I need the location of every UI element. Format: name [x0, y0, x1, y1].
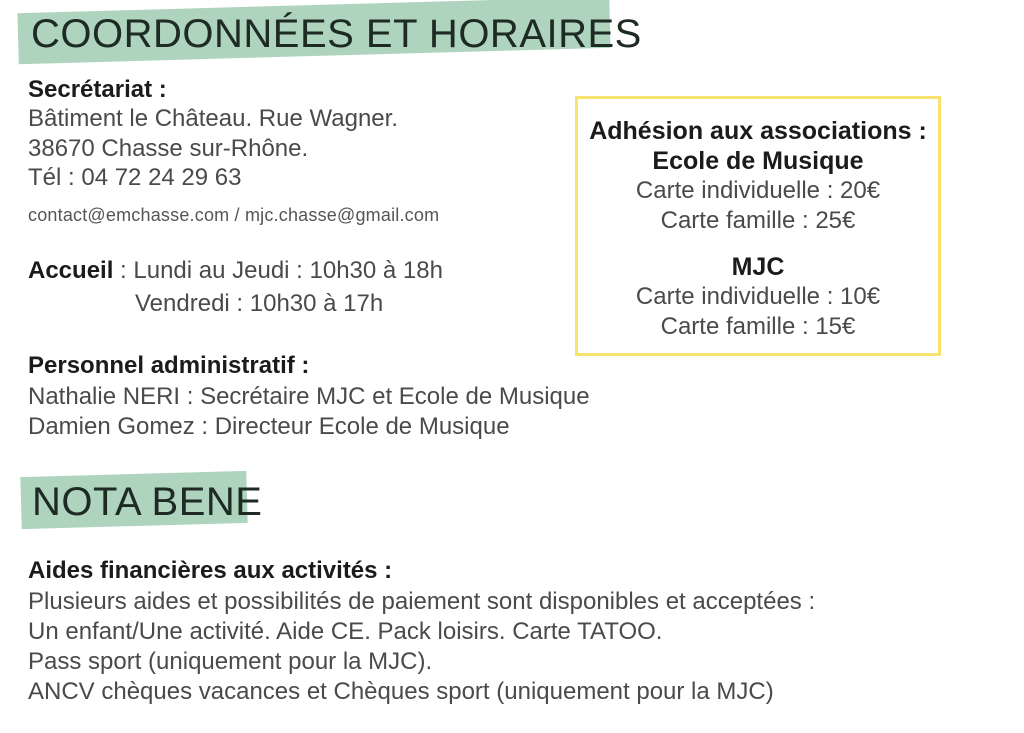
price-line: Carte famille : 25€: [660, 207, 856, 234]
personnel-heading: Personnel administratif :: [28, 352, 310, 379]
adhesion-group-mjc: [578, 252, 938, 342]
price-line: Carte individuelle : 20€: [635, 177, 881, 204]
personnel-line-1: Nathalie NERI : Secrétaire MJC et Ecole de Musique: [28, 383, 590, 410]
accueil-hours-1: : Lundi au Jeudi : 10h30 à 18h: [113, 257, 443, 284]
aides-line-3: Pass sport (uniquement pour la MJC).: [28, 648, 433, 675]
price-line: Carte individuelle : 10€: [635, 283, 881, 310]
accueil-line: [28, 257, 443, 285]
accueil-label: Accueil: [28, 257, 114, 284]
price-line: Carte famille : 15€: [660, 313, 856, 340]
secretariat-heading: Secrétariat :: [28, 76, 167, 103]
aides-heading: Aides financières aux activités :: [28, 557, 393, 584]
accueil-hours-2: Vendredi : 10h30 à 17h: [135, 290, 384, 317]
aides-line-4: ANCV chèques vacances et Chèques sport (uniquement pour la MJC): [28, 678, 774, 705]
adhesion-box-title: Adhésion aux associations :: [589, 117, 927, 145]
adhesion-group-ecole: [578, 146, 938, 236]
address-line-2: 38670 Chasse sur-Rhône.: [28, 135, 309, 162]
section-title-coordonnees: COORDONNÉES ET HORAIRES: [31, 12, 642, 56]
phone-line: Tél : 04 72 24 29 63: [28, 164, 242, 191]
email-line: contact@emchasse.com / mjc.chasse@gmail.com: [28, 205, 440, 225]
adhesion-group-name: Ecole de Musique: [652, 147, 864, 175]
aides-line-2: Un enfant/Une activité. Aide CE. Pack loisirs. Carte TATOO.: [28, 618, 663, 645]
adhesion-box: [575, 96, 941, 356]
address-line-1: Bâtiment le Château. Rue Wagner.: [28, 105, 398, 132]
aides-line-1: Plusieurs aides et possibilités de paiement sont disponibles et acceptées :: [28, 588, 816, 615]
adhesion-group-name: MJC: [731, 253, 785, 281]
section-title-nota-bene: NOTA BENE: [32, 480, 263, 524]
personnel-line-2: Damien Gomez : Directeur Ecole de Musique: [28, 413, 510, 440]
